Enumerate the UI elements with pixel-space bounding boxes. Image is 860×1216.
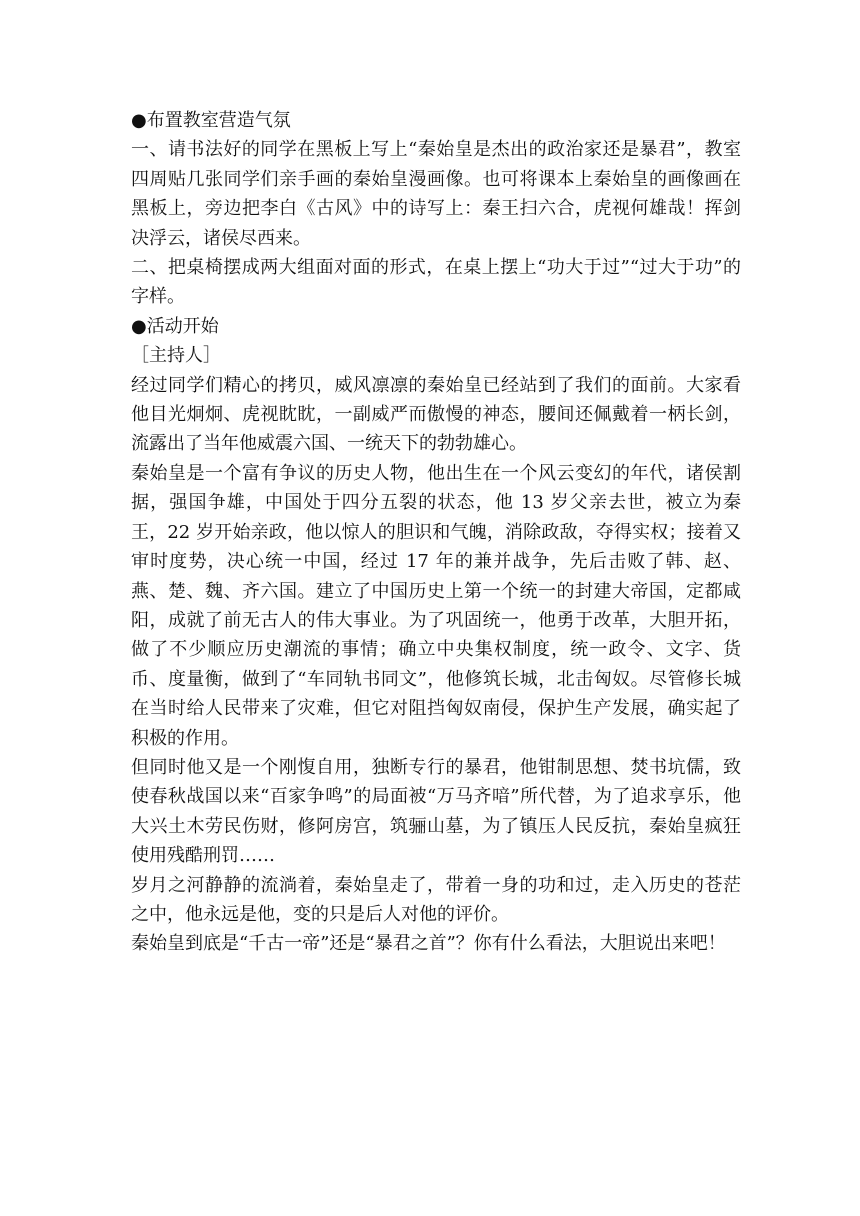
section-heading-activity-start: ●活动开始 (131, 315, 219, 337)
setup-item-one: 一、请书法好的同学在黑板上写上“秦始皇是杰出的政治家还是暴君”，教室四周贴几张同学们亲手画的秦始皇漫画像。也可将课本上秦始皇的画像画在黑板上，旁边把李白《古风》中的诗写上：秦王扫六合，虎视何雄哉！挥剑决浮云，诸侯尽西来。 (131, 139, 741, 249)
host-paragraph-question: 秦始皇到底是“千古一帝”还是“暴君之首”？你有什么看法，大胆说出来吧！ (131, 933, 726, 955)
host-paragraph-intro: 经过同学们精心的拷贝，威风凛凛的秦始皇已经站到了我们的面前。大家看他目光炯炯、虎视眈眈，一副威严而傲慢的神态，腰间还佩戴着一柄长剑，流露出了当年他威震六国、一统天下的勃勃雄心。 (131, 374, 741, 455)
host-paragraph-achievements: 秦始皇是一个富有争议的历史人物，他出生在一个风云变幻的年代，诸侯割据，强国争雄，中国处于四分五裂的状态，他 13 岁父亲去世，被立为秦王，22 岁开始亲政，他以惊人的胆识和气魄，消除政敌，夺得实权；接着又审时度势，决心统一中国，经过 17 年的兼并战争，先后击败了韩、赵、燕、楚、魏、齐六国。建立了中国历史上第一个统一的封建大帝国，定都咸阳，成就了前无古人的伟大事业。为了巩固统一，他勇于改革，大胆开拓，做了不少顺应历史潮流的事情；确立中央集权制度，统一政令、文字、货币、度量衡，做到了“车同轨书同文”，他修筑长城，北击匈奴。尽管修长城在当时给人民带来了灾难，但它对阻挡匈奴南侵，保护生产发展，确实起了积极的作用。 (131, 462, 741, 749)
section-heading-classroom-setup: ●布置教室营造气氛 (131, 110, 291, 131)
document-page (131, 106, 741, 959)
host-paragraph-reflection: 岁月之河静静的流淌着，秦始皇走了，带着一身的功和过，走入历史的苍茫之中，他永远是他，变的只是后人对他的评价。 (131, 874, 741, 925)
speaker-label-host: ［主持人］ (131, 345, 221, 367)
host-paragraph-tyranny: 但同时他又是一个刚愎自用，独断专行的暴君，他钳制思想、焚书坑儒，致使春秋战国以来“百家争鸣”的局面被“万马齐喑”所代替，为了追求享乐，他大兴土木劳民伤财，修阿房宫，筑骊山墓，为了镇压人民反抗，秦始皇疯狂使用残酷刑罚…… (131, 756, 741, 867)
setup-item-two: 二、把桌椅摆成两大组面对面的形式，在桌上摆上“功大于过”“过大于功”的字样。 (131, 257, 741, 308)
